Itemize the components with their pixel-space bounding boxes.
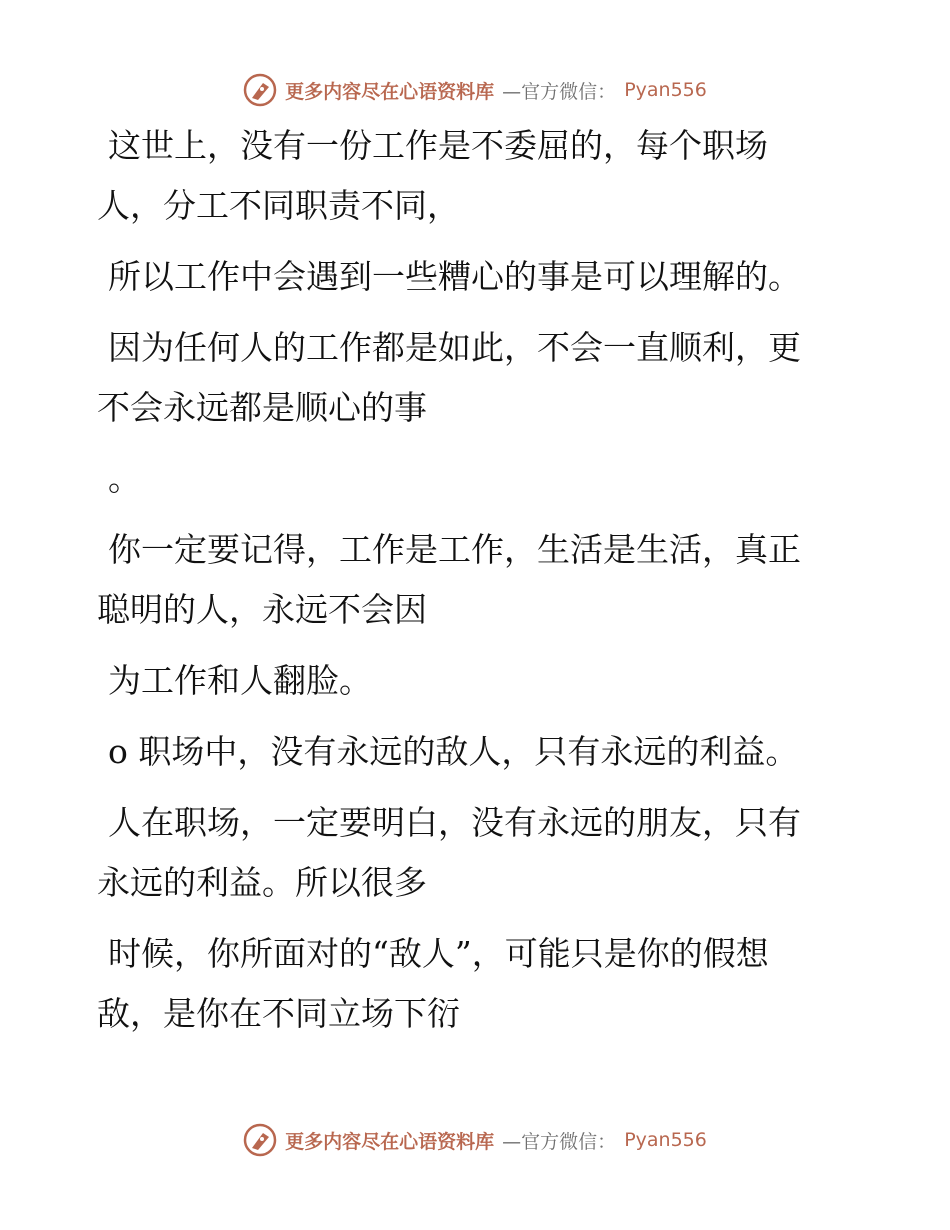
footer-banner <box>0 1120 950 1160</box>
paragraph-line: 你一定要记得，工作是工作，生活是生活，真正 <box>108 530 801 569</box>
banner-wechat-id: Pyan556 <box>624 1129 707 1151</box>
pen-nib-logo-icon <box>243 1123 277 1157</box>
paragraph-5 <box>97 520 837 640</box>
paragraph-line: 聪明的人，永远不会因 <box>97 590 427 629</box>
paragraph-3 <box>97 318 837 438</box>
paragraph-line: 因为任何人的工作都是如此，不会一直顺利，更 <box>108 328 801 367</box>
banner-title: 更多内容尽在心语资料库 <box>285 1130 495 1153</box>
paragraph-8 <box>97 793 837 913</box>
paragraph-7 <box>97 722 837 782</box>
paragraph-line: 时候，你所面对的“敌人”，可能只是你的假想 <box>108 934 769 973</box>
document-body <box>97 116 837 1055</box>
paragraph-line: 不会永远都是顺心的事 <box>97 388 427 427</box>
paragraph-line: 所以工作中会遇到一些糟心的事是可以理解的。 <box>108 257 801 296</box>
paragraph-1 <box>97 116 837 236</box>
paragraph-line: 敌，是你在不同立场下衍 <box>97 994 460 1033</box>
header-banner <box>0 70 950 110</box>
paragraph-4 <box>97 449 837 509</box>
paragraph-6 <box>97 651 837 711</box>
pen-nib-logo-icon <box>243 73 277 107</box>
paragraph-line: 人在职场，一定要明白，没有永远的朋友，只有 <box>108 803 801 842</box>
banner-title: 更多内容尽在心语资料库 <box>285 80 495 103</box>
paragraph-line: 为工作和人翻脸。 <box>108 661 372 700</box>
paragraph-line: o 职场中，没有永远的敌人，只有永远的利益。 <box>108 732 799 771</box>
paragraph-line: 永远的利益。所以很多 <box>97 863 427 902</box>
paragraph-line: 人，分工不同职责不同， <box>97 186 460 225</box>
banner-wechat-id: Pyan556 <box>624 79 707 101</box>
paragraph-9 <box>97 924 837 1044</box>
paragraph-line: 这世上，没有一份工作是不委屈的，每个职场 <box>108 126 768 165</box>
paragraph-line: 。 <box>108 459 141 498</box>
banner-wechat-label: —官方微信： <box>502 1130 617 1153</box>
banner-wechat-label: —官方微信： <box>502 80 617 103</box>
paragraph-2 <box>97 247 837 307</box>
